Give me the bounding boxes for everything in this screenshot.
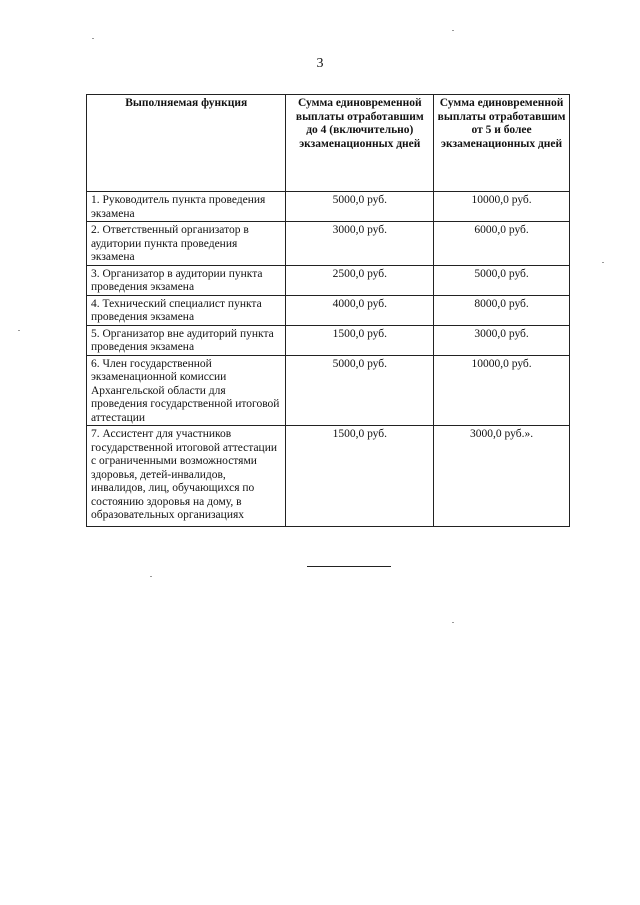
scan-speck bbox=[18, 330, 20, 331]
sum-5-plus-cell: 10000,0 руб. bbox=[434, 355, 570, 426]
sum-5-plus-cell: 3000,0 руб.». bbox=[434, 426, 570, 527]
function-cell: 6. Член государственной экзаменационной комиссии Архангельской области для проведения государственной итоговой аттестации bbox=[87, 355, 286, 426]
sum-up-to-4-cell: 1500,0 руб. bbox=[286, 325, 434, 355]
sum-5-plus-cell: 6000,0 руб. bbox=[434, 222, 570, 266]
header-function: Выполняемая функция bbox=[87, 95, 286, 192]
function-cell: 3. Организатор в аудитории пункта проведения экзамена bbox=[87, 265, 286, 295]
table-header-row bbox=[87, 95, 570, 192]
header-sum-5-plus: Сумма единовременной выплаты отработавшим от 5 и более экзаменационных дней bbox=[434, 95, 570, 192]
table-row bbox=[87, 265, 570, 295]
table-row bbox=[87, 355, 570, 426]
function-cell: 1. Руководитель пункта проведения экзамена bbox=[87, 192, 286, 222]
table-row bbox=[87, 295, 570, 325]
table-row bbox=[87, 192, 570, 222]
scan-speck bbox=[92, 38, 94, 39]
header-sum-up-to-4: Сумма единовременной выплаты отработавшим до 4 (включительно) экзаменационных дней bbox=[286, 95, 434, 192]
table-row bbox=[87, 222, 570, 266]
sum-up-to-4-cell: 4000,0 руб. bbox=[286, 295, 434, 325]
end-separator-line bbox=[307, 566, 391, 567]
sum-up-to-4-cell: 5000,0 руб. bbox=[286, 355, 434, 426]
sum-up-to-4-cell: 2500,0 руб. bbox=[286, 265, 434, 295]
function-cell: 7. Ассистент для участников государственной итоговой аттестации с ограниченными возможностями здоровья, детей-инвалидов, инвалидов, лиц, обучающихся по состоянию здоровья на дому, в образовательных организациях bbox=[87, 426, 286, 527]
table-row bbox=[87, 426, 570, 527]
table-row bbox=[87, 325, 570, 355]
scan-speck bbox=[150, 576, 152, 577]
function-cell: 4. Технический специалист пункта проведения экзамена bbox=[87, 295, 286, 325]
sum-5-plus-cell: 5000,0 руб. bbox=[434, 265, 570, 295]
scan-speck bbox=[452, 30, 454, 31]
function-cell: 2. Ответственный организатор в аудитории пункта проведения экзамена bbox=[87, 222, 286, 266]
scan-speck bbox=[452, 622, 454, 623]
sum-5-plus-cell: 8000,0 руб. bbox=[434, 295, 570, 325]
sum-up-to-4-cell: 1500,0 руб. bbox=[286, 426, 434, 527]
sum-up-to-4-cell: 3000,0 руб. bbox=[286, 222, 434, 266]
function-cell: 5. Организатор вне аудиторий пункта проведения экзамена bbox=[87, 325, 286, 355]
sum-5-plus-cell: 10000,0 руб. bbox=[434, 192, 570, 222]
sum-5-plus-cell: 3000,0 руб. bbox=[434, 325, 570, 355]
payment-table bbox=[86, 94, 570, 527]
sum-up-to-4-cell: 5000,0 руб. bbox=[286, 192, 434, 222]
page-number: 3 bbox=[316, 56, 324, 71]
scan-speck bbox=[602, 262, 604, 263]
